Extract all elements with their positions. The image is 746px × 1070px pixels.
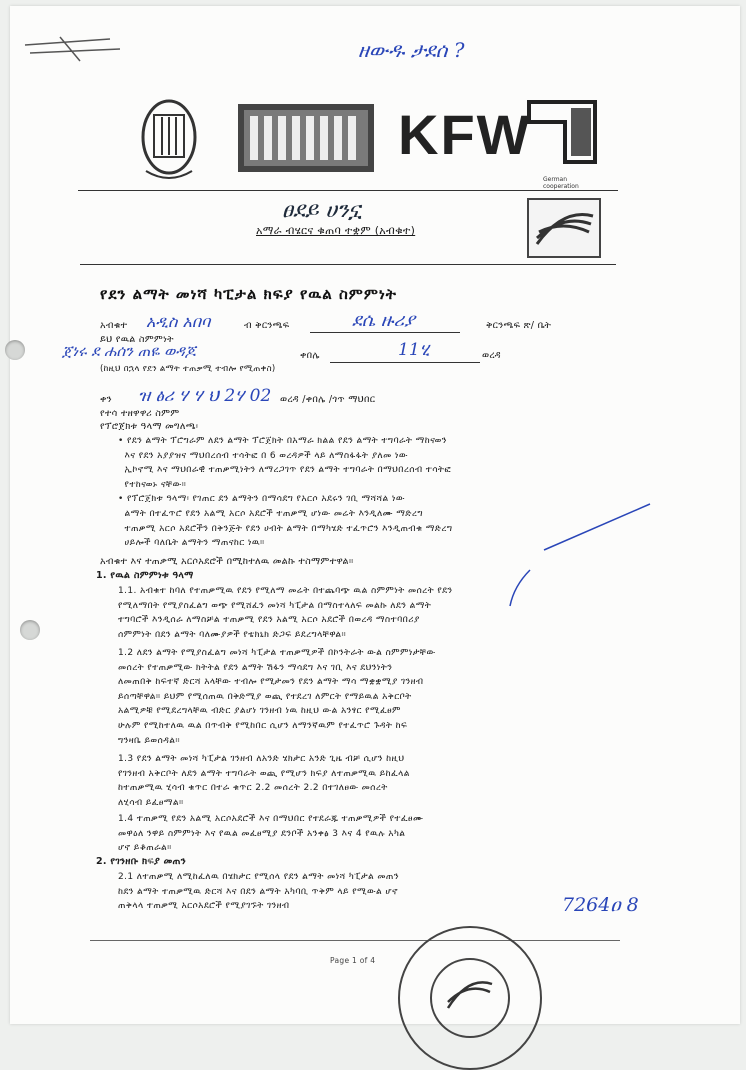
paragraph-line: የሚለማበት የሚያስፈልግ ወጭ የሚሸፈን መነሻ ካፒታል በማስተላለፍ መልኩ ለደን ልማት [118,600,432,611]
paragraph-1-1 [118,584,638,642]
paragraph-line: ግንዛቤ ይወሰዳል። [118,735,180,746]
bullet-line: • የፕሮጀክቱ ዓላማ፡ የገጠር ደን ልማትን በማሳደግ የአርሶ አደሩን ገቢ ማሻሻል ነው [118,494,405,505]
punch-hole-bottom [20,620,40,640]
paragraph-line: 2.1 ለተጠቃሚ ለሚከፈለዉ በሄክታር የሚሰላ የደን ልማት መነሻ ካፒታል መጠን [118,872,399,882]
top-scribble-mark [20,25,140,65]
paragraph-line: የገንዘብ አቅርቦት ለደን ልማት ተግባራት ወጪ የሚሆን ክፍያ ለተጠቃሚዉ ይከፈላል [118,768,410,779]
paragraph-line: ለመጠበቅ ከፍተኛ ድርሻ አላቸው ተብሎ የሚታመን የደን ልማት ማሳ ማቋቋሚያ ገንዘብ [118,677,424,688]
bullet-line: ተጠቃሚ አርሶ አደሮችን በቅንጅት የደን ሀብት ልማት በማካሄድ ተፈጥሮን እንዲጠብቁ ማድረግ [124,523,453,534]
document-title: የደን ልማት መነሻ ካፒታል ክፍያ የዉል ስምምነት [100,285,397,303]
paragraph-2-1 [118,870,588,914]
header-rule-top [78,190,618,191]
section1-title: 1. የዉል ስምምነቱ ዓላማ [96,570,194,581]
kfw-logo [398,100,532,170]
form-line4: የተሳ ተዘዋዋሪ ስምም [100,408,180,419]
paragraph-line: 1.4 ተጠቃሚ የደን አልሚ አርሶአደሮች እና በማህበር የተደራጁ ተጠቃሚዎች የተፈፀሙ [118,814,424,824]
paragraph-line: 1.3 የደን ልማት መነሻ ካፒታል ገንዘብ ለአንድ ሄክታር አንድ ጊዜ ብቻ ሲሆን ከዚህ [118,754,405,764]
paragraph-line: መዋዕለ ንዋይ ስምምነት እና የዉል መፈፀሚያ ደንቦች አንቀፅ 3 እና 4 የዉሉ አካል [118,828,406,839]
paragraph-line: 1.1. አብቁተ ከባለ የተጠቃሚዉ የደን የሚለማ መሬት በተጨባጭ ዉል ስምምነት መሰረት የደን [118,586,453,596]
form-line5: የፕሮጀክቱ ዓላማ መግለጫ፡ [100,421,199,432]
kfw-logo-text: KFW [398,103,532,166]
handwritten-name: ፀደይ ሀንኗ [282,198,362,223]
stamp-emblem-icon [442,972,496,1016]
paragraph-1-4 [118,812,638,856]
form-line3-label: ቀን [100,394,112,405]
field-region-value: አዲስ አበባ [146,312,211,331]
form-line3-tail: ወረዳ /ቀበሌ /ጎጥ ማህበር [280,394,376,405]
paragraph-line: ሆኖ ይቆጠራል። [118,843,172,854]
german-cooperation-caption: German cooperation [543,176,579,190]
field-person-value: ጀነሩ ደ ሐሰን ጠዬ ወዳጆ [62,342,196,360]
paragraph-line: ለሂሳብ ይፈፀማል። [118,797,184,808]
bullet-line: የተከናወኑ ናቸው። [124,479,187,490]
footer-rule [90,940,620,941]
institution-subtitle: አማራ ብሄርና ቁጠባ ተቋም (አብቁተ) [256,224,416,237]
punch-hole-top [5,340,25,360]
bullet-line: ኢኮኖሚ እና ማህበራዊ ተጠቃሚነትን ለማረጋገጥ የደን ልማት ተግባራት በማህበረሰብ ተሳትፎ [124,465,452,476]
section2-title: 2. የገንዘቡ ክፍያ መጠን [96,856,187,867]
bullet-line: እና የደን አያያዝና ማህበረሰብ ተሳትፎ በ 6 ወረዳዎች ላይ ለማስፋፋት ያለመ ነው [124,450,408,461]
intro-after-bullets: አብቁተ እና ተጠቃሚ አርሶአደሮች በሚከተለዉ መልኩ ተስማምተዋል። [100,556,354,567]
form-line1-tail: ይህ የዉል ስምምነት [100,334,174,345]
paragraph-line: ሁሉም የሚከተለዉ ዉል በጥብቅ የሚከበር ሲሆን ለማንኛዉም የተፈጥሮ ጉዳት ከፍ [118,720,408,731]
page-footer: Page 1 of 4 [330,956,376,965]
paragraph-line: መሰረት የተጠቃሚው ክትትል የደን ልማት ሽፋን ማሳደግ እና ገቢ እና ደህንነትን [118,662,393,673]
ink-slash-mark [500,568,540,608]
ink-stroke-mark [540,500,660,560]
paragraph-line: ይሰጣቸዋል። ይህም የሚሰጠዉ በቅድሚያ ወጪ የተደረገ ለምርት የማይዉል አቅርቦት [118,691,412,702]
top-handwritten-question: ዘውዱ ታደሰ ? [358,38,465,62]
paragraph-line: ጠቅላላ ተጠቃሚ አርሶአደሮች የሚያገኙት ገንዘብ [118,901,290,912]
official-stamp [398,926,542,1070]
paragraph-line: ከደን ልማት ተጠቃሚዉ ድርሻ እና በደን ልማት አካባቢ ጥቅም ላይ የሚውል ሆኖ [118,886,398,897]
form-line2-label: ቀበሌ [300,350,320,361]
field-kebele-value: 11ሂ [398,340,430,360]
building-logo [236,102,376,178]
paragraph-line: ተግባሮች እንዲሰራ ለማስቻል ተጠቃሚ የደን አልሚ አርሶ አደሮች በወረዳ ማስተባበሪያ [118,615,420,626]
paragraph-line: ሰምምነት በደን ልማት ባለሙያዎች የቴክኒክ ድጋፍ ይደረግላቸዋል። [118,629,347,640]
paragraph-1-2 [118,646,638,748]
field-date-value: ዝ ፅሪ ሃ ሃ ህ 2ሃ 02 [138,386,272,406]
paragraph-line: 1.2 ለደን ልማት የሚያስፈልግ መነሻ ካፒታል ተጠቃሚዎች በኮንትራት ውል ስምምነታቸው [118,648,436,658]
form-line2-sub: (ከዚህ በኋላ የደን ልማት ተጠቃሚ ተብሎ የሚጠቀስ) [100,364,276,374]
bullet-line: ልማት በተፈጥሮ የደን አልሚ አርሶ አደሮች ተጠቃሚ ሆነው መሬት እንዲለሙ ማድረግ [124,508,423,519]
form-line1-label-b: ብ ቅርንጫፍ [244,320,290,331]
german-cooperation-logo [525,98,599,190]
bullet-line: • የደን ልማት ፕሮግራም ለደን ልማት ፕሮጀክት በአማራ ክልል የደን ልማት ተግባራት ማከናወን [118,436,447,446]
form-line1-label-c: ቅርንጫፍ ጽ/ ቤት [486,320,552,331]
bullet-line: ሀይሎች ባለቤት ልማትን ማጠናከር ነዉ። [124,538,265,549]
paragraph-line: አልሚዎቹ የሚደረግላቸዉ ብድር ያልሆነ ገንዘብ ነዉ ከዚህ ውል አንፃር የሚፈፀም [118,706,401,717]
header-rule-bottom [80,264,616,265]
form-line2-tail: ወረዳ [482,350,501,361]
paragraph-1-3 [118,752,638,810]
field-woreda-value: ደሴ ዙሪያ [352,310,415,331]
handwritten-bottom-number: 7264ዐ 8 [562,894,639,916]
form-line1-label-a: አብቁተ [100,320,128,331]
paragraph-line: ከተጠቃሚዉ ሂሳብ ቁጥር በተራ ቁጥር 2.2 መሰረት 2.2 በተገለፀው መሰረት [118,783,388,794]
acsi-logo [527,198,601,262]
emblem-logo [138,95,200,189]
